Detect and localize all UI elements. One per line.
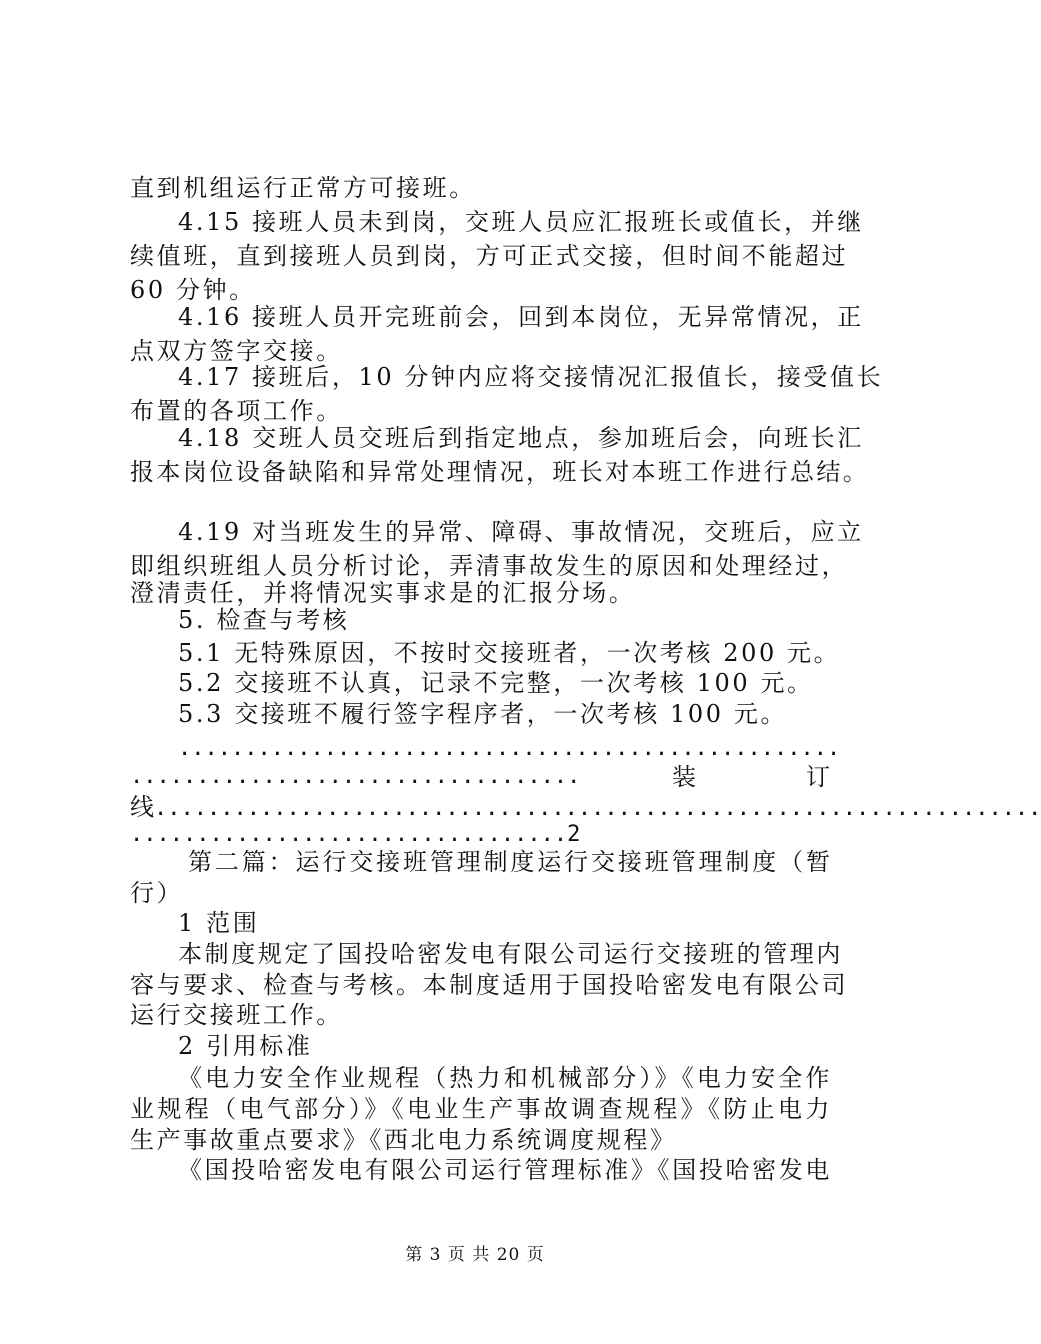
binding-dots: ................................................................... bbox=[154, 796, 1041, 821]
binding-mark: 装 bbox=[672, 763, 699, 791]
text-line: 4.16 接班人员开完班前会，回到本岗位，无异常情况，正 bbox=[178, 303, 864, 331]
text-line: 澄清责任，并将情况实事求是的汇报分场。 bbox=[130, 579, 636, 607]
text-line: 5.3 交接班不履行签字程序者，一次考核 100 元。 bbox=[178, 700, 788, 728]
page-number: 第 3 页 共 20 页 bbox=[405, 1245, 545, 1265]
binding-dots: .................................................. bbox=[178, 736, 841, 761]
text-line: 60 分钟。 bbox=[130, 276, 256, 304]
text-line: 点双方签字交接。 bbox=[130, 337, 343, 365]
section-heading: 1 范围 bbox=[178, 909, 260, 937]
section-heading: 2 引用标准 bbox=[178, 1032, 313, 1060]
binding-row bbox=[130, 760, 832, 794]
section-heading: 5. 检查与考核 bbox=[178, 606, 350, 634]
text-line: 4.17 接班后，10 分钟内应将交接情况汇报值长，接受值长 bbox=[178, 363, 884, 391]
text-line: 4.18 交班人员交班后到指定地点，参加班后会，向班长汇 bbox=[178, 424, 864, 452]
text-line: 报本岗位设备缺陷和异常处理情况，班长对本班工作进行总结。 bbox=[130, 458, 870, 486]
text-line: 布置的各项工作。 bbox=[130, 397, 343, 425]
binding-mark: 线 bbox=[130, 793, 154, 821]
text-line: 直到机组运行正常方可接班。 bbox=[130, 174, 476, 202]
binding-mark: 订 bbox=[806, 763, 833, 791]
text-line: 业规程（电气部分）》《电业生产事故调查规程》《防止电力 bbox=[130, 1095, 832, 1123]
text-line: 4.19 对当班发生的异常、障碍、事故情况，交班后，应立 bbox=[178, 518, 864, 546]
text-line: 《国投哈密发电有限公司运行管理标准》《国投哈密发电 bbox=[178, 1156, 832, 1184]
binding-dots: .................................. bbox=[130, 764, 581, 789]
text-line: 运行交接班工作。 bbox=[130, 1001, 343, 1029]
text-line: 5.1 无特殊原因，不按时交接班者，一次考核 200 元。 bbox=[178, 639, 841, 667]
section-title: 行） bbox=[130, 879, 184, 907]
binding-dots: .................................2 bbox=[130, 822, 581, 847]
text-line: 续值班，直到接班人员到岗，方可正式交接，但时间不能超过 bbox=[130, 242, 849, 270]
section-title: 第二篇：运行交接班管理制度运行交接班管理制度（暂 bbox=[188, 848, 832, 876]
text-line: 生产事故重点要求》《西北电力系统调度规程》 bbox=[130, 1126, 677, 1154]
text-line: 容与要求、检查与考核。本制度适用于国投哈密发电有限公司 bbox=[130, 971, 849, 999]
text-line: 4.15 接班人员未到岗，交班人员应汇报班长或值长，并继 bbox=[178, 208, 864, 236]
text-line: 5.2 交接班不认真，记录不完整，一次考核 100 元。 bbox=[178, 669, 814, 697]
text-line: 《电力安全作业规程（热力和机械部分）》《电力安全作 bbox=[178, 1064, 832, 1092]
text-line: 本制度规定了国投哈密发电有限公司运行交接班的管理内 bbox=[178, 940, 843, 968]
text-line: 即组织班组人员分析讨论，弄清事故发生的原因和处理经过， bbox=[130, 552, 849, 580]
